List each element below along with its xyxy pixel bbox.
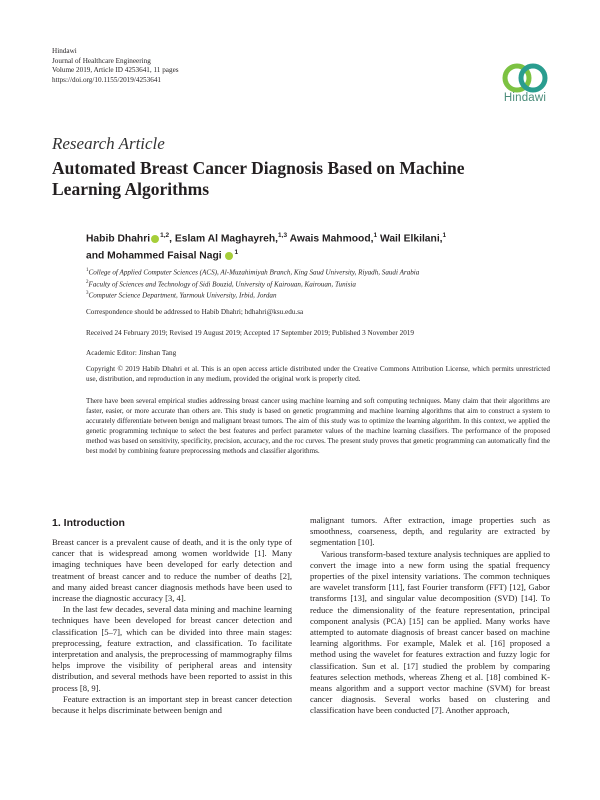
author-name[interactable]: and Mohammed Faisal Nagi	[86, 250, 222, 262]
affiliation-line	[86, 289, 526, 301]
article-title: Automated Breast Cancer Diagnosis Based on Machine Learning Algorithms	[52, 158, 465, 199]
correspondence: Correspondence should be addressed to Habib Dhahri; hdhahri@ksu.edu.sa	[86, 308, 304, 316]
copyright-notice: Copyright © 2019 Habib Dhahri et al. This is an open access article distributed under the Creative Commons Attribution License, which permits unrestricted use, distribution, and reproduction in any medium, provided the original work is properly cited.	[86, 365, 550, 384]
paragraph: malignant tumors. After extraction, image properties such as smoothness, coarseness, depth, and regularity are extracted by segmentation [10].	[310, 515, 550, 548]
affiliation-marker: 1	[234, 249, 239, 257]
affiliation-line	[86, 266, 526, 278]
affiliations	[86, 266, 526, 301]
orcid-icon[interactable]	[225, 252, 233, 260]
section-heading: 1. Introduction	[52, 517, 125, 529]
paragraph: In the last few decades, several data mining and machine learning techniques have been developed for breast cancer detection and classification [5–7], which can be divided into three main stages: preprocessing, feature extraction, and classification. To facilitate interpretation and analysis, the preprocessing of mammography films helps improve the visibility of peripheral areas and intensity distribution, and several methods have been reported to assist in this process [8, 9].	[52, 604, 292, 693]
author-name[interactable]: Wail Elkilani,	[377, 233, 443, 245]
right-column	[310, 515, 550, 717]
paragraph: Feature extraction is an important step in breast cancer detection because it helps discriminate between benign and	[52, 693, 292, 716]
affiliation-marker: 1,2	[160, 232, 170, 239]
author-list	[86, 229, 516, 264]
article-dates: Received 24 February 2019; Revised 19 August 2019; Accepted 17 September 2019; Published 3 November 2019	[86, 329, 414, 337]
journal-meta	[52, 47, 179, 85]
author-name[interactable]: Awais Mahmood,	[287, 233, 374, 245]
author-name[interactable]: , Eslam Al Maghayreh,	[169, 233, 279, 245]
publisher-name: Hindawi	[52, 47, 77, 55]
affiliation-marker: 1,3	[278, 232, 288, 239]
abstract: There have been several empirical studies addressing breast cancer using machine learning and soft computing techniques. Many claim that their algorithms are faster, easier, or more accurate than others are. This study is based on genetic programming and machine learning algorithms that aim to construct a system to accurately differentiate between benign and malignant breast tumors. The aim of this study was to optimize the learning algorithm. In this context, we applied the genetic programming technique to select the best features and perfect parameter values of the machine learning classifiers. The performance of the proposed method was based on sensitivity, specificity, precision, accuracy, and the roc curves. The present study proves that genetic programming can automatically find the best model by combining feature preprocessing methods and classifier algorithms.	[86, 397, 550, 455]
paragraph: Various transform-based texture analysis techniques are applied to convert the image into a new form using the spatial frequency properties of the pixel intensity variations. The common techniques are wavelet transform [11], fast Fourier transform (FFT) [12], Gabor transforms [13], and singular value decomposition (SVD) [14]. To reduce the dimensionality of the feature representation, principal component analysis (PCA) [15] can be applied. Many works have attempted to automate diagnosis of breast cancer based on machine learning algorithms. For example, Malek et al. [16] proposed a method using the wavelet for features extraction and fuzzy logic for classification. Sun et al. [17] studied the problem by comparing features selection methods, whereas Zheng et al. [18] combined K-means algorithm and a support vector machine (SVM) for breast cancer diagnosis. Several works based on clustering and classification have been conducted [7]. Another approach,	[310, 548, 550, 716]
paragraph: Breast cancer is a prevalent cause of death, and it is the only type of cancer that is widespread among women worldwide [1]. Many imaging techniques have been developed for early detection and treatment of breast cancer and to reduce the number of deaths [2], and many aided breast cancer diagnosis methods have been used to increase the diagnostic accuracy [3, 4].	[52, 537, 292, 604]
volume-line: Volume 2019, Article ID 4253641, 11 pages	[52, 66, 179, 75]
orcid-icon[interactable]	[151, 235, 159, 243]
affiliation-text: Faculty of Sciences and Technology of Sidi Bouzid, University of Kairouan, Kairouan, Tunisia	[88, 279, 356, 288]
journal-name: Journal of Healthcare Engineering	[52, 56, 151, 65]
affiliation-line	[86, 278, 526, 290]
affiliation-marker: 1	[373, 232, 378, 239]
logo-text: Hindawi	[503, 92, 547, 104]
affiliation-text: Computer Science Department, Yarmouk University, Irbid, Jordan	[88, 291, 277, 300]
affiliation-number: 1	[86, 268, 89, 273]
affiliation-number: 3	[86, 291, 89, 297]
affiliation-number: 2	[86, 279, 89, 285]
article-type: Research Article	[52, 134, 165, 153]
author-name[interactable]: Habib Dhahri	[86, 233, 151, 245]
academic-editor: Academic Editor: Jinshan Tang	[86, 349, 177, 357]
affiliation-marker: 1	[442, 232, 447, 239]
left-column	[52, 537, 292, 716]
doi-link[interactable]: https://doi.org/10.1155/2019/4253641	[52, 75, 162, 84]
affiliation-text: College of Applied Computer Sciences (ACS), Al-Muzahimiyah Branch, King Saud University, Riyadh, Saudi Arabia	[88, 268, 420, 277]
